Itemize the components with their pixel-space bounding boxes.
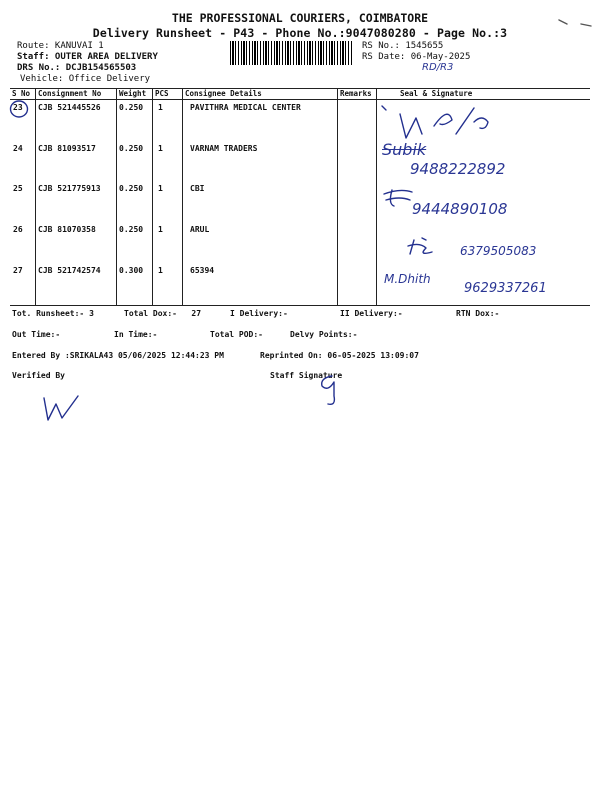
row-weight: 0.300 — [119, 266, 144, 275]
company-title: THE PROFESSIONAL COURIERS, COIMBATORE — [171, 11, 429, 25]
row-consignee: 65394 — [190, 266, 215, 275]
row-consignee: PAVITHRA MEDICAL CENTER — [190, 103, 301, 112]
row-pcs: 1 — [158, 266, 163, 275]
col-header-signature: Seal & Signature — [400, 89, 473, 98]
column-divider — [337, 88, 338, 305]
row-consignee: CBI — [190, 184, 205, 193]
runsheet-subtitle: Delivery Runsheet - P43 - Phone No.:9047080280 - Page No.:3 — [92, 26, 508, 40]
rs-date: RS Date: 06-May-2025 — [362, 52, 471, 62]
table-bottom-border — [10, 305, 590, 306]
signature-text: Subik — [382, 140, 427, 159]
row-sno: 24 — [13, 144, 23, 153]
reprinted-on: Reprinted On: 06-05-2025 13:09:07 — [260, 351, 419, 360]
row-pcs: 1 — [158, 144, 163, 153]
col-header-weight: Weight — [119, 89, 147, 98]
barcode — [230, 41, 352, 65]
vehicle-label: Vehicle: Office Delivery — [20, 74, 151, 84]
total-pod: Total POD:- — [210, 330, 263, 339]
column-divider — [182, 88, 183, 305]
row-pcs: 1 — [158, 225, 163, 234]
entered-by: Entered By :SRIKALA43 05/06/2025 12:44:23 PM — [12, 351, 224, 360]
column-divider — [152, 88, 153, 305]
staff-signature: Staff Signature — [270, 371, 343, 380]
delvy-points: Delvy Points:- — [290, 330, 358, 339]
row-pcs: 1 — [158, 103, 163, 112]
col-header-consignment: Consignment No — [38, 89, 102, 98]
route-label: Route: KANUVAI 1 — [17, 41, 104, 51]
staff-label: Staff: OUTER AREA DELIVERY — [17, 52, 158, 62]
i-delivery: I Delivery:- — [230, 309, 288, 318]
row-consignment: CJB 81070358 — [38, 225, 96, 234]
tot-runsheet: Tot. Runsheet:- 3 — [12, 309, 94, 318]
row-sno: 27 — [13, 266, 23, 275]
out-time: Out Time:- — [12, 330, 61, 339]
row-consignment: CJB 521742574 — [38, 266, 101, 275]
drs-number: DRS No.: DCJB154565503 — [17, 63, 137, 73]
row-consignment: CJB 81093517 — [38, 144, 96, 153]
row-consignee: ARUL — [190, 225, 210, 234]
rtn-dox: RTN Dox:- — [456, 309, 500, 318]
handwritten-phone: 6379505083 — [460, 244, 537, 258]
signature-text: M.Dhith — [384, 272, 431, 286]
row-consignment: CJB 521445526 — [38, 103, 101, 112]
row-sno: 25 — [13, 184, 23, 193]
row-weight: 0.250 — [119, 225, 144, 234]
col-header-sno: S No — [12, 89, 31, 98]
column-divider — [376, 88, 377, 305]
row-weight: 0.250 — [119, 184, 144, 193]
row-weight: 0.250 — [119, 144, 144, 153]
col-header-remarks: Remarks — [340, 89, 372, 98]
row-consignee: VARNAM TRADERS — [190, 144, 258, 153]
stray-mark — [555, 14, 595, 28]
column-divider — [116, 88, 117, 305]
column-divider — [35, 88, 36, 305]
signature-scribble — [378, 100, 508, 142]
ii-delivery: II Delivery:- — [340, 309, 403, 318]
row-sno: 26 — [13, 225, 23, 234]
row-consignment: CJB 521775913 — [38, 184, 101, 193]
handwritten-phone: 9488222892 — [410, 160, 506, 178]
signature-scribble — [404, 234, 444, 260]
row-weight: 0.250 — [119, 103, 144, 112]
total-dox: Total Dox:- 27 — [124, 309, 202, 318]
row-sno: 23 — [13, 103, 23, 112]
rs-number: RS No.: 1545655 — [362, 41, 444, 51]
verified-by: Verified By — [12, 371, 65, 380]
rs-handwritten-note: RD/R3 — [422, 62, 454, 73]
col-header-pcs: PCS — [155, 89, 169, 98]
handwritten-phone: 9629337261 — [464, 281, 547, 296]
row-pcs: 1 — [158, 184, 163, 193]
verifier-signature — [36, 386, 86, 426]
handwritten-phone: 9444890108 — [412, 200, 508, 218]
staff-signature-mark — [314, 366, 354, 410]
in-time: In Time:- — [114, 330, 158, 339]
col-header-consignee: Consignee Details — [185, 89, 262, 98]
